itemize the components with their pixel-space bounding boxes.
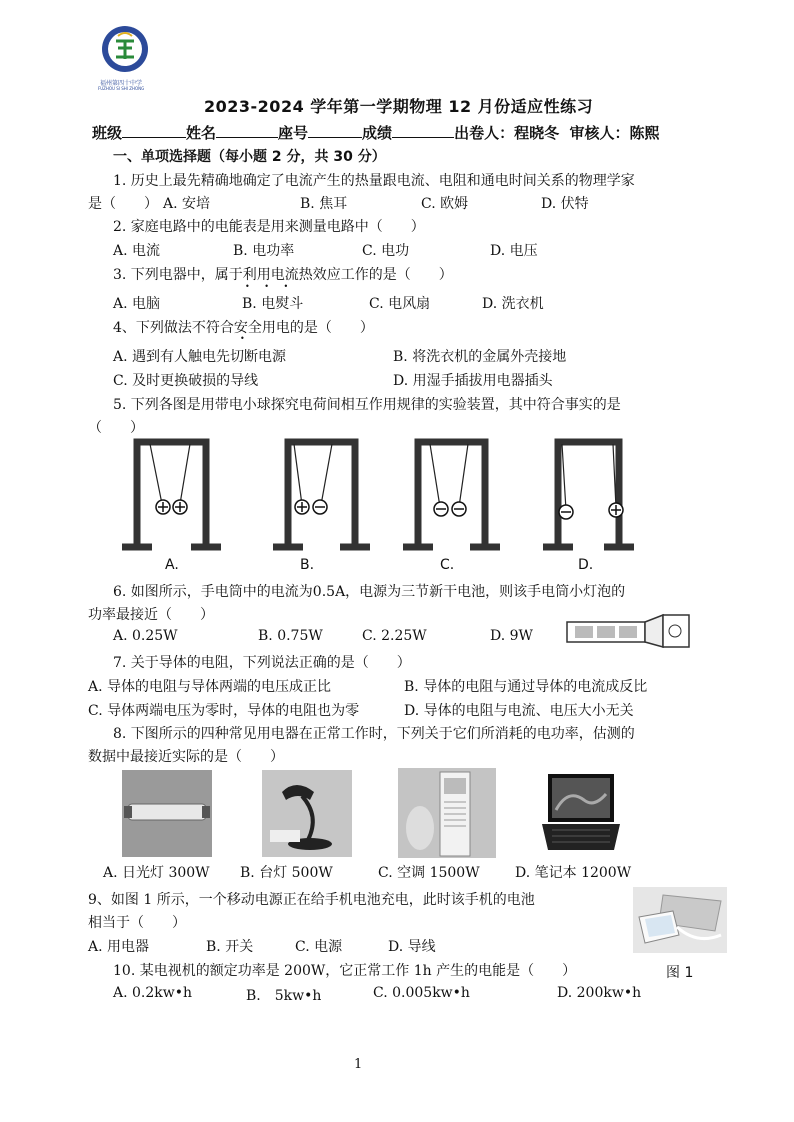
flashlight-figure <box>565 612 695 654</box>
q9-option-a[interactable]: A. 用电器 <box>88 939 150 955</box>
q5-label-d: D. <box>578 557 594 573</box>
q3-option-a[interactable]: A. 电脑 <box>113 296 161 312</box>
page-title: 2023-2024 学年第一学期物理 12 月份适应性练习 <box>204 97 594 116</box>
q9-option-b[interactable]: B. 开关 <box>206 939 254 955</box>
figure-1-label: 图 1 <box>666 965 694 981</box>
charged-balls-diagram <box>110 432 650 552</box>
class-label: 班级 <box>92 124 123 142</box>
q2-option-d[interactable]: D. 电压 <box>490 243 538 259</box>
school-logo-text: 福州第四十中学 <box>100 80 143 87</box>
q4-stem: 4、下列做法不符合安全用电的是（ ） <box>113 320 374 336</box>
q10-stem: 10. 某电视机的额定功率是 200W，它正常工作 1h 产生的电能是（ ） <box>113 963 577 979</box>
q1-option-c[interactable]: C. 欧姆 <box>421 196 469 212</box>
reviewer-label: 审核人：陈熙 <box>569 124 660 142</box>
q4-option-d[interactable]: D. 用湿手插拔用电器插头 <box>393 373 553 389</box>
q7-option-c[interactable]: C. 导体两端电压为零时，导体的电阻也为零 <box>88 703 360 719</box>
q8-stem: 8. 下图所示的四种常见用电器在正常工作时，下列关于它们所消耗的电功率，估测的 <box>113 726 635 742</box>
name-field[interactable] <box>216 123 278 138</box>
q9-stem-cont: 相当于（ ） <box>88 915 186 931</box>
phone-charging-icon <box>633 887 727 953</box>
q7-stem: 7. 关于导体的电阻，下列说法正确的是（ ） <box>113 655 411 671</box>
q9-stem: 9、如图 1 所示，一个移动电源正在给手机电池充电，此时该手机的电池 <box>88 892 535 908</box>
score-label: 成绩 <box>362 124 393 142</box>
seat-field[interactable] <box>308 123 362 138</box>
q7-option-d[interactable]: D. 导体的电阻与电流、电压大小无关 <box>404 703 634 719</box>
q5-figures <box>110 432 650 552</box>
power-bank-photo <box>633 887 727 953</box>
q4-option-b[interactable]: B. 将洗衣机的金属外壳接地 <box>393 349 567 365</box>
q1-option-b[interactable]: B. 焦耳 <box>300 196 348 212</box>
q6-stem-cont: 功率最接近（ ） <box>88 607 214 623</box>
q6-option-a[interactable]: A. 0.25W <box>113 628 178 644</box>
q6-option-c[interactable]: C. 2.25W <box>362 628 427 644</box>
q1-option-a[interactable]: A. 安培 <box>163 196 211 212</box>
q8-option-d[interactable]: D. 笔记本 1200W <box>515 865 632 881</box>
score-field[interactable] <box>392 123 454 138</box>
q9-option-c[interactable]: C. 电源 <box>295 939 343 955</box>
q2-stem: 2. 家庭电路中的电能表是用来测量电路中（ ） <box>113 219 425 235</box>
q6-option-d[interactable]: D. 9W <box>490 628 533 644</box>
seat-label: 座号 <box>278 124 309 142</box>
class-field[interactable] <box>122 123 186 138</box>
laptop-icon <box>538 770 624 856</box>
q3-stem: 3. 下列电器中，属于利用电流热效应工作的是（ ） <box>113 267 453 283</box>
air-conditioner-photo <box>398 768 496 858</box>
q5-bracket: （ ） <box>88 420 144 436</box>
school-logo-latin: FUZHOU SI SHI ZHONG <box>98 86 145 91</box>
q5-stem: 5. 下列各图是用带电小球探究电荷间相互作用规律的实验装置，其中符合事实的是 <box>113 397 621 413</box>
q3-option-d[interactable]: D. 洗衣机 <box>482 296 544 312</box>
q5-label-a: A. <box>165 557 179 573</box>
q7-option-b[interactable]: B. 导体的电阻与通过导体的电流成反比 <box>404 679 648 695</box>
q3-option-b[interactable]: B. 电熨斗 <box>242 296 304 312</box>
q6-stem: 6. 如图所示，手电筒中的电流为0.5A，电源为三节新干电池，则该手电筒小灯泡的 <box>113 584 626 600</box>
section-heading: 一、单项选择题（每小题 2 分，共 30 分） <box>113 149 386 165</box>
desk-lamp-icon <box>262 770 352 857</box>
q8-option-a[interactable]: A. 日光灯 300W <box>103 865 210 881</box>
header-info <box>92 122 660 143</box>
q7-option-a[interactable]: A. 导体的电阻与导体两端的电压成正比 <box>88 679 332 695</box>
page-number: 1 <box>354 1057 363 1072</box>
q8-option-b[interactable]: B. 台灯 500W <box>240 865 333 881</box>
q2-option-c[interactable]: C. 电功 <box>362 243 410 259</box>
fluorescent-lamp-photo <box>122 770 212 857</box>
q8-stem-cont: 数据中最接近实际的是（ ） <box>88 749 284 765</box>
q10-option-b[interactable]: B. 5kw•h <box>246 988 322 1004</box>
q10-option-c[interactable]: C. 0.005kw•h <box>373 985 470 1001</box>
q4-emphasis-dot: • <box>240 334 245 343</box>
q10-option-d[interactable]: D. 200kw•h <box>557 985 642 1001</box>
q6-option-b[interactable]: B. 0.75W <box>258 628 323 644</box>
q10-option-a[interactable]: A. 0.2kw•h <box>113 985 193 1001</box>
q8-option-c[interactable]: C. 空调 1500W <box>378 865 480 881</box>
name-label: 姓名 <box>186 124 217 142</box>
q5-label-b: B. <box>300 557 315 573</box>
q3-emphasis-dots: • • • <box>245 282 295 291</box>
q1-stem: 1. 历史上最先精确地确定了电流产生的热量跟电流、电阻和通电时间关系的物理学家 <box>113 173 635 189</box>
fluorescent-tube-icon <box>122 770 212 857</box>
q3-option-c[interactable]: C. 电风扇 <box>369 296 431 312</box>
air-conditioner-icon <box>398 768 496 858</box>
q1-stem-cont: 是（ ） <box>88 196 158 212</box>
q4-option-a[interactable]: A. 遇到有人触电先切断电源 <box>113 349 287 365</box>
q2-option-b[interactable]: B. 电功率 <box>233 243 295 259</box>
setter-label: 出卷人：程晓冬 <box>454 124 560 142</box>
desk-lamp-photo <box>262 770 352 857</box>
q5-label-c: C. <box>440 557 455 573</box>
q1-option-d[interactable]: D. 伏特 <box>541 196 589 212</box>
flashlight-icon <box>565 612 695 650</box>
q9-option-d[interactable]: D. 导线 <box>388 939 436 955</box>
laptop-photo <box>538 770 624 856</box>
q2-option-a[interactable]: A. 电流 <box>113 243 161 259</box>
q4-option-c[interactable]: C. 及时更换破损的导线 <box>113 373 259 389</box>
